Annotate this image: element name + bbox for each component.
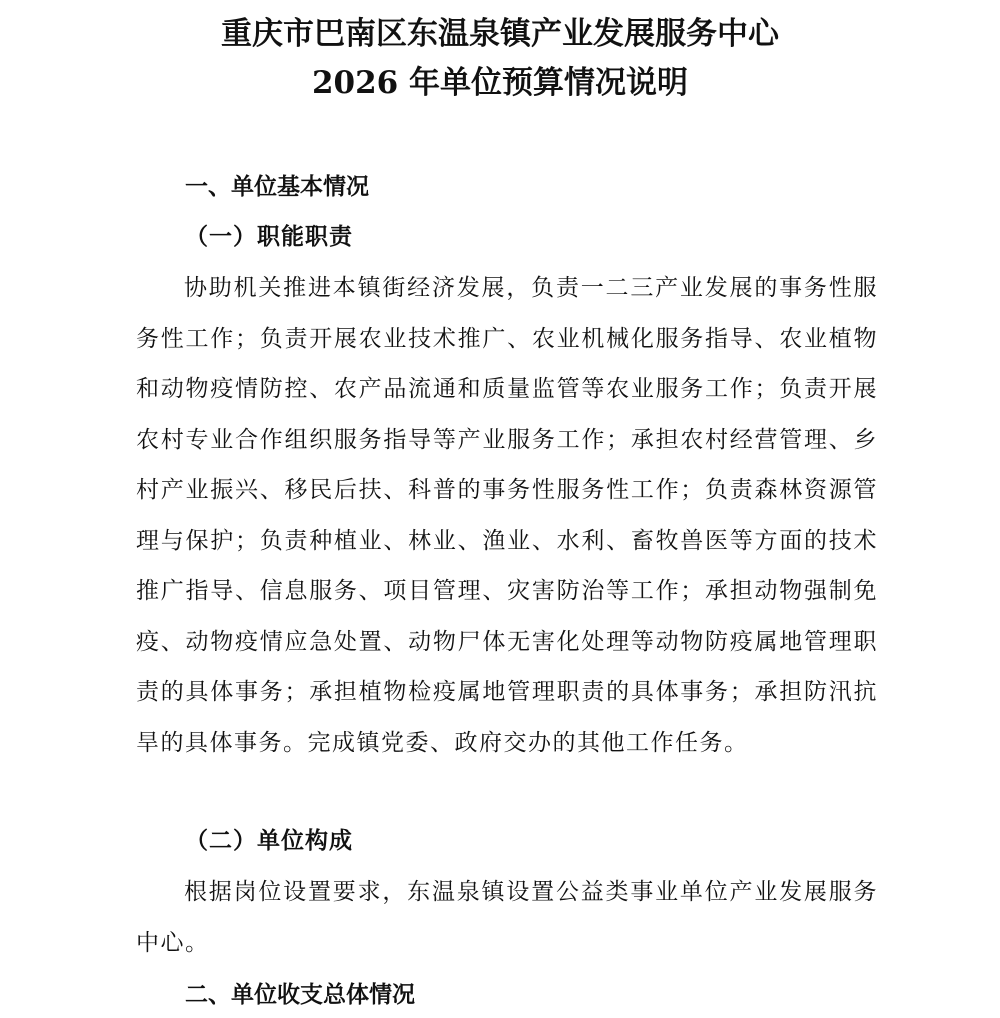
paragraph-functions: 协助机关推进本镇街经济发展，负责一二三产业发展的事务性服务性工作；负责开展农业技术推广、农业机械化服务指导、农业植物和动物疫情防控、农产品流通和质量监管等农业服务工作；负责开展农村专业合作组织服务指导等产业服务工作；承担农村经营管理、乡村产业振兴、移民后扶、科普的事务性服务性工作；负责森林资源管理与保护；负责种植业、林业、渔业、水利、畜牧兽医等方面的技术推广指导、信息服务、项目管理、灾害防治等工作；承担动物强制免疫、动物疫情应急处置、动物尸体无害化处理等动物防疫属地管理职责的具体事务；承担植物检疫属地管理职责的具体事务；承担防汛抗旱的具体事务。完成镇党委、政府交办的其他工作任务。 xyxy=(136,275,878,756)
subsection-heading-composition: （二）单位构成 xyxy=(185,828,353,854)
section-heading-basic-info: 一、单位基本情况 xyxy=(185,174,369,200)
section-heading-budget-overview: 二、单位收支总体情况 xyxy=(185,982,415,1008)
document-title-line-2: 2026 年单位预算情况说明 xyxy=(311,65,689,101)
subsection-heading-functions: （一）职能职责 xyxy=(185,224,353,250)
document-title-line-1: 重庆市巴南区东温泉镇产业发展服务中心 xyxy=(221,16,779,52)
paragraph-composition: 根据岗位设置要求，东温泉镇设置公益类事业单位产业发展服务中心。 xyxy=(136,879,878,956)
